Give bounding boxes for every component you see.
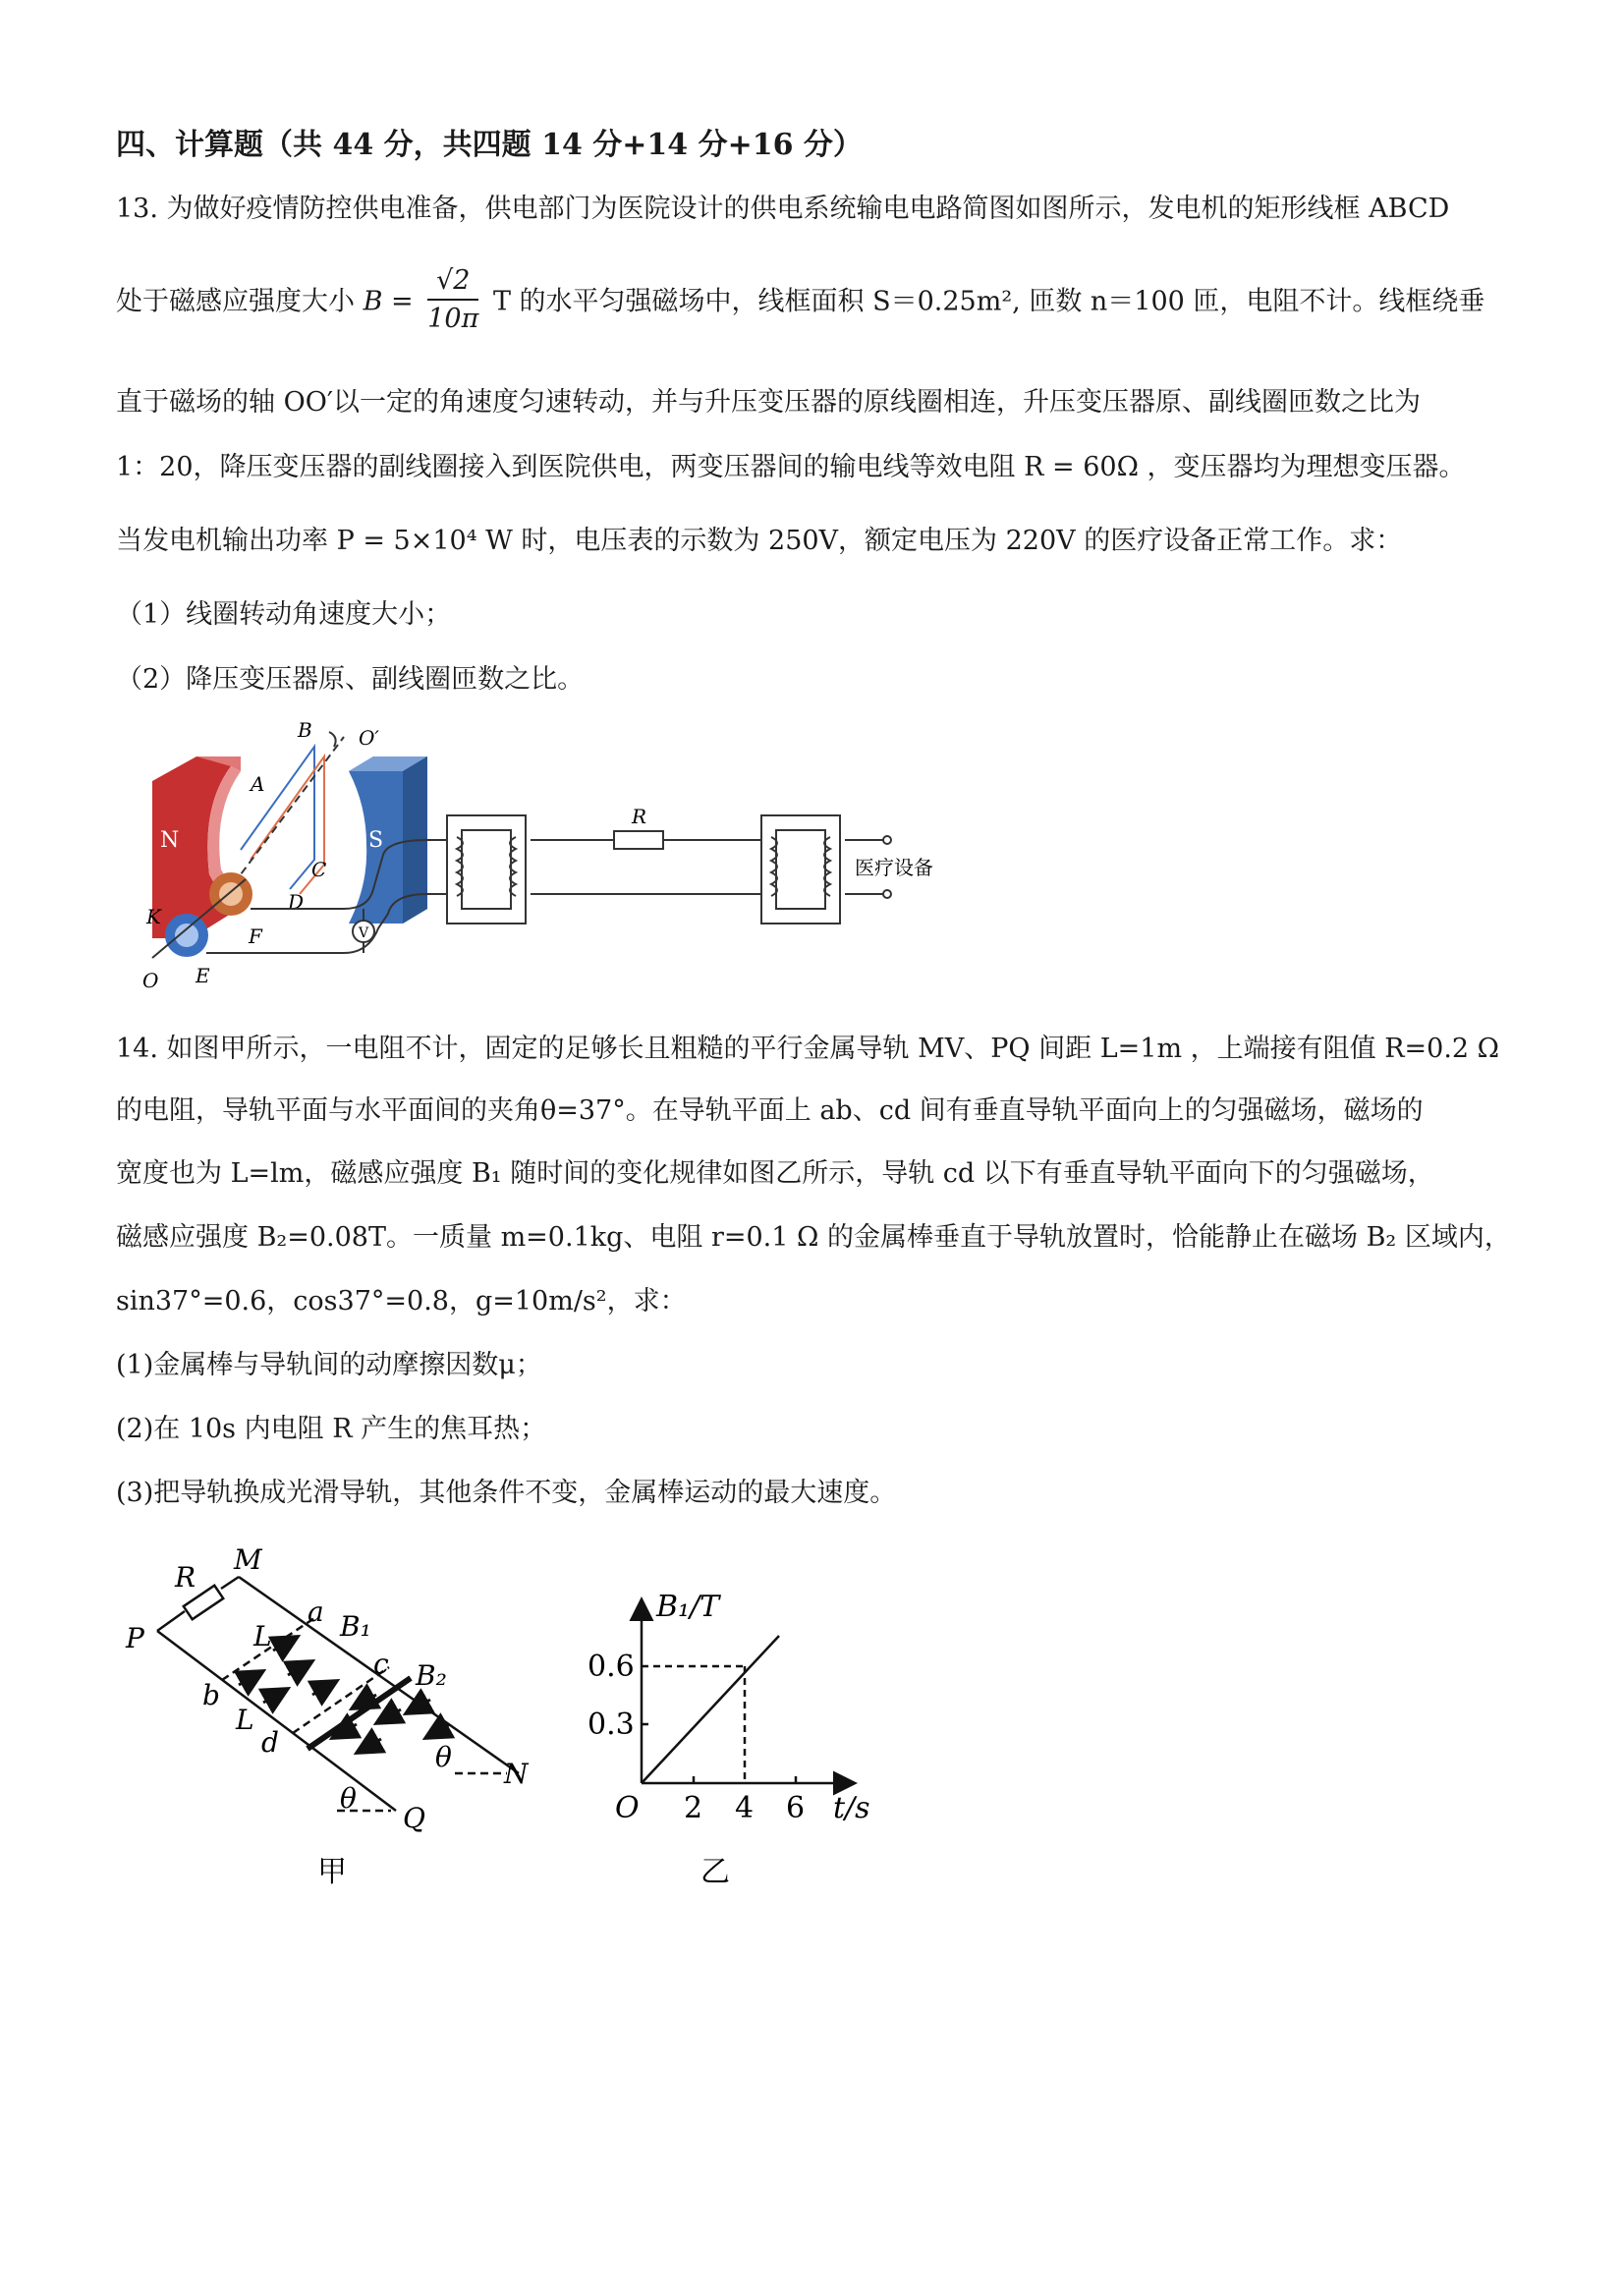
label-K: K (146, 905, 161, 928)
terminal-bottom (883, 890, 891, 898)
top-wire-right (221, 1577, 239, 1589)
q14-figure-yi (578, 1572, 902, 1896)
label-F: F (249, 924, 262, 948)
label-c: c (373, 1648, 389, 1680)
q13-line-2 (116, 265, 1484, 340)
label-B2: B₂ (416, 1659, 447, 1692)
q13-sub-2: （2）降压变压器原、副线圈匝数之比。 (116, 664, 585, 695)
rail-PQ (157, 1631, 396, 1811)
label-R: R (632, 805, 647, 828)
step-up-transformer (447, 815, 526, 924)
label-E: E (196, 964, 210, 987)
label-P: P (126, 1622, 144, 1654)
label-theta-bottom: θ (340, 1782, 357, 1815)
label-theta-top: θ (435, 1741, 452, 1773)
terminal-top (883, 836, 891, 844)
step-down-transformer (761, 815, 840, 924)
label-B1: B₁ (340, 1610, 371, 1643)
origin-label: O (615, 1791, 640, 1825)
label-Q: Q (403, 1802, 425, 1834)
label-M: M (234, 1543, 262, 1576)
label-O2: O′ (359, 726, 379, 750)
resistor-R (614, 831, 663, 849)
x-axis-label: t/s (833, 1791, 870, 1825)
q14-sub-3: (3)把导轨换成光滑导轨，其他条件不变，金属棒运动的最大速度。 (116, 1478, 897, 1508)
b1-line (642, 1636, 779, 1783)
label-a: a (308, 1596, 324, 1628)
label-b: b (202, 1679, 220, 1711)
q14-line-2: 的电阻，导轨平面与水平面间的夹角θ=37°。在导轨平面上 ab、cd 间有垂直导轨平面向上的匀强磁场，磁场的 (116, 1095, 1424, 1126)
q14-line-1: 14. 如图甲所示，一电阻不计，固定的足够长且粗糙的平行金属导轨 MV、PQ 间距 L=1m ，上端接有阻值 R=0.2 Ω (116, 1034, 1500, 1064)
q13-circuit-figure (133, 717, 978, 1002)
q13-line-5: 当发电机输出功率 P = 5×10⁴ W 时，电压表的示数为 250V，额定电压为 220V 的医疗设备正常工作。求： (116, 526, 1403, 556)
label-device: 医疗设备 (855, 856, 933, 879)
q14-sub-1: (1)金属棒与导轨间的动摩擦因数μ； (116, 1350, 542, 1380)
label-V: V (359, 925, 369, 941)
label-B: B (298, 718, 312, 742)
q13-line-3: 直于磁场的轴 OO′以一定的角速度匀速转动，并与升压变压器的原线圈相连，升压变压器原、副线圈匝数之比为 (116, 387, 1421, 418)
tick-label-03: 0.3 (588, 1708, 635, 1742)
q13-line-2a: 处于磁感应强度大小 (116, 286, 355, 317)
tick-label-06: 0.6 (588, 1650, 635, 1684)
label-d: d (261, 1726, 279, 1759)
q13-b-fraction (427, 263, 478, 338)
tick-label-6: 6 (786, 1791, 806, 1825)
q14-sub-2: (2)在 10s 内电阻 R 产生的焦耳热； (116, 1414, 547, 1444)
label-S: S (368, 828, 384, 853)
q14-line-5: sin37°=0.6，cos37°=0.8，g=10m/s²，求： (116, 1286, 687, 1316)
q13-line-1: 13. 为做好疫情防控供电准备，供电部门为医院设计的供电系统输电电路简图如图所示，发电机的矩形线框 ABCD (116, 194, 1450, 224)
q13-line-2c: T 的水平匀强磁场中，线框面积 S＝0.25m², 匝数 n＝100 匝，电阻不计。线框绕垂 (492, 286, 1485, 317)
label-C: C (311, 858, 327, 881)
label-L-bottom: L (236, 1704, 254, 1736)
q13-b-denominator: 10π (427, 304, 479, 334)
label-A: A (251, 772, 265, 796)
q13-b-numerator: √2 (427, 263, 478, 301)
b2-field-arrows (334, 1695, 450, 1752)
q14-figure-jia (116, 1538, 568, 1911)
caption-yi: 乙 (700, 1855, 730, 1889)
tick-label-4: 4 (735, 1791, 755, 1825)
top-wire-left (157, 1611, 185, 1631)
label-N: N (504, 1758, 529, 1790)
tick-label-2: 2 (684, 1791, 703, 1825)
y-axis-label: B₁/T (656, 1590, 720, 1624)
q13-line-4: 1：20，降压变压器的副线圈接入到医院供电，两变压器间的输电线等效电阻 R = 60Ω ，变压器均为理想变压器。 (116, 452, 1466, 482)
label-N: N (160, 828, 180, 853)
label-R: R (175, 1561, 196, 1594)
section-title: 四、计算题（共 44 分，共四题 14 分+14 分+16 分） (116, 128, 863, 162)
caption-jia: 甲 (317, 1855, 347, 1889)
q14-line-3: 宽度也为 L=lm，磁感应强度 B₁ 随时间的变化规律如图乙所示，导轨 cd 以下有垂直导轨平面向下的匀强磁场， (116, 1158, 1434, 1189)
label-D: D (288, 890, 305, 914)
label-O: O (142, 969, 159, 992)
q14-line-4: 磁感应强度 B₂=0.08T。一质量 m=0.1kg、电阻 r=0.1 Ω 的金属棒垂直于导轨放置时，恰能静止在磁场 B₂ 区域内， (116, 1222, 1511, 1253)
q13-b-symbol: B = (363, 286, 414, 317)
circuit-wires (206, 840, 884, 953)
q13-sub-1: （1）线圈转动角速度大小； (116, 599, 452, 630)
label-L-top: L (253, 1620, 272, 1652)
